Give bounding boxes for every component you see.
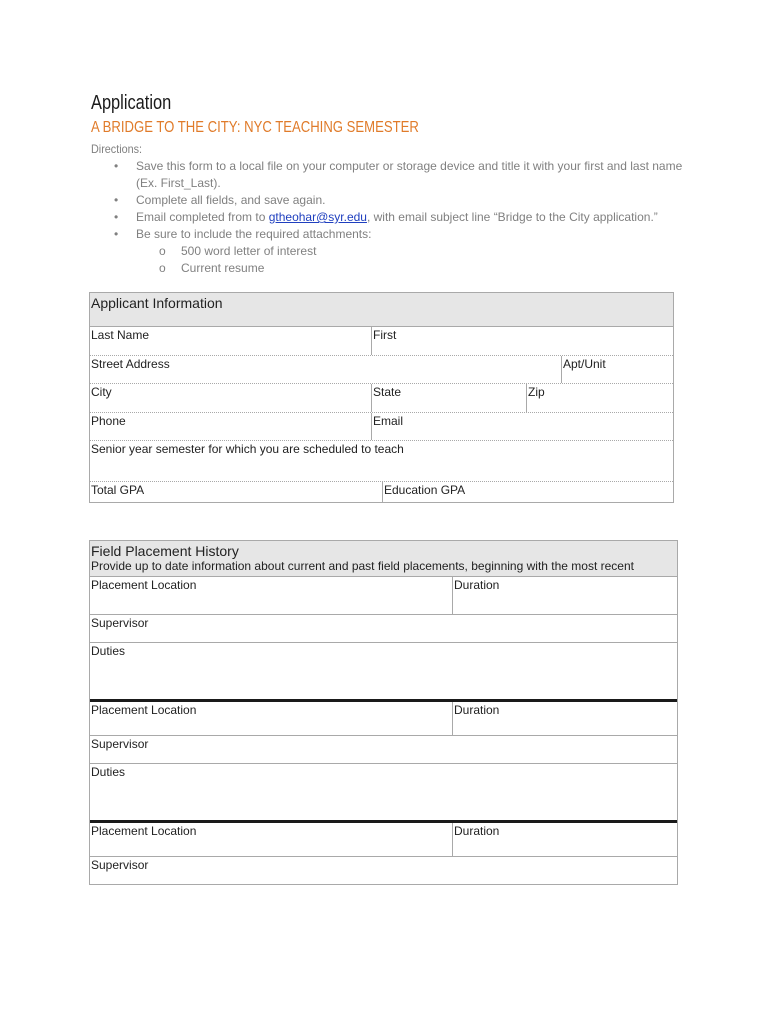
city-row	[90, 384, 673, 413]
sub-bullet-icon: o	[159, 261, 166, 275]
placement-location-label: Placement Location	[91, 824, 197, 838]
direction-text: , with email subject line “Bridge to the City application.”	[366, 210, 658, 224]
state-field[interactable]	[371, 384, 526, 412]
placement-location-field[interactable]	[90, 823, 452, 856]
first-name-field[interactable]	[371, 327, 673, 355]
supervisor-label: Supervisor	[91, 616, 149, 630]
duties-label: Duties	[91, 765, 126, 779]
attachment-text: 500 word letter of interest	[181, 244, 317, 258]
total-gpa-field[interactable]	[90, 482, 382, 502]
city-label: City	[91, 385, 112, 399]
street-address-label: Street Address	[91, 357, 170, 371]
duties-row	[90, 643, 677, 699]
duration-label: Duration	[454, 703, 500, 717]
direction-item	[91, 226, 691, 243]
street-address-field[interactable]	[90, 356, 561, 383]
applicant-information-heading: Applicant Information	[91, 295, 223, 311]
direction-text: (Ex. First_Last).	[136, 176, 221, 190]
bullet-icon: •	[114, 210, 119, 224]
city-field[interactable]	[90, 384, 371, 412]
supervisor-field[interactable]	[90, 736, 677, 763]
supervisor-label: Supervisor	[91, 737, 149, 751]
email-field[interactable]	[371, 413, 673, 440]
attachment-text: Current resume	[181, 261, 265, 275]
education-gpa-label: Education GPA	[384, 483, 466, 497]
directions	[91, 141, 691, 277]
email-link[interactable]: gtheohar@syr.edu	[268, 210, 367, 224]
bullet-icon: •	[114, 159, 119, 173]
phone-label: Phone	[91, 414, 126, 428]
supervisor-field[interactable]	[90, 615, 677, 642]
duties-field[interactable]	[90, 764, 677, 820]
duties-field[interactable]	[90, 643, 677, 699]
email-label: Email	[373, 414, 404, 428]
duration-label: Duration	[454, 578, 500, 592]
placement-location-row	[90, 820, 677, 857]
apt-unit-label: Apt/Unit	[563, 357, 606, 371]
zip-field[interactable]	[526, 384, 673, 412]
placement-location-field[interactable]	[90, 702, 452, 735]
applicant-information-table	[89, 292, 674, 503]
field-placement-heading: Field Placement History	[91, 543, 239, 559]
placement-location-row	[90, 699, 677, 736]
bullet-icon: •	[114, 227, 119, 241]
semester-field[interactable]	[90, 441, 673, 481]
duration-field[interactable]	[452, 577, 677, 614]
direction-text: Be sure to include the required attachments:	[136, 227, 372, 241]
applicant-information-header	[90, 293, 673, 327]
contact-row	[90, 413, 673, 441]
duties-label: Duties	[91, 644, 126, 658]
duration-label: Duration	[454, 824, 500, 838]
name-row	[90, 327, 673, 356]
supervisor-row	[90, 736, 677, 764]
attachment-item	[91, 260, 691, 277]
direction-item	[91, 192, 691, 209]
page-title: Application	[91, 92, 172, 114]
placement-location-row	[90, 577, 677, 615]
field-placement-table	[89, 540, 678, 885]
directions-label: Directions:	[91, 142, 143, 156]
direction-text: Complete all fields, and save again.	[136, 193, 326, 207]
apt-unit-field[interactable]	[561, 356, 673, 383]
supervisor-row	[90, 615, 677, 643]
address-row	[90, 356, 673, 384]
semester-row	[90, 441, 673, 482]
direction-text: Email completed from to	[136, 210, 269, 224]
gpa-row	[90, 482, 673, 502]
supervisor-row	[90, 857, 677, 883]
direction-text: Save this form to a local file on your computer or storage device and title it with your first and last name	[136, 159, 683, 173]
education-gpa-field[interactable]	[382, 482, 673, 502]
sub-bullet-icon: o	[159, 244, 166, 258]
last-name-field[interactable]	[90, 327, 371, 355]
state-label: State	[373, 385, 402, 399]
duration-field[interactable]	[452, 823, 677, 856]
field-placement-description: Provide up to date information about current and past field placements, beginning with the most recent	[91, 559, 634, 573]
direction-item	[91, 209, 691, 226]
field-placement-header	[90, 541, 677, 577]
total-gpa-label: Total GPA	[91, 483, 145, 497]
first-name-label: First	[373, 328, 397, 342]
placement-location-field[interactable]	[90, 577, 452, 614]
supervisor-field[interactable]	[90, 857, 677, 883]
placement-location-label: Placement Location	[91, 703, 197, 717]
phone-field[interactable]	[90, 413, 371, 440]
zip-label: Zip	[528, 385, 545, 399]
placement-location-label: Placement Location	[91, 578, 197, 592]
direction-item	[91, 158, 691, 192]
attachment-item	[91, 243, 691, 260]
semester-label: Senior year semester for which you are scheduled to teach	[91, 442, 404, 456]
bullet-icon: •	[114, 193, 119, 207]
last-name-label: Last Name	[91, 328, 150, 342]
duration-field[interactable]	[452, 702, 677, 735]
supervisor-label: Supervisor	[91, 858, 149, 872]
page-subtitle: A BRIDGE TO THE CITY: NYC TEACHING SEMESTER	[91, 119, 419, 136]
duties-row	[90, 764, 677, 820]
